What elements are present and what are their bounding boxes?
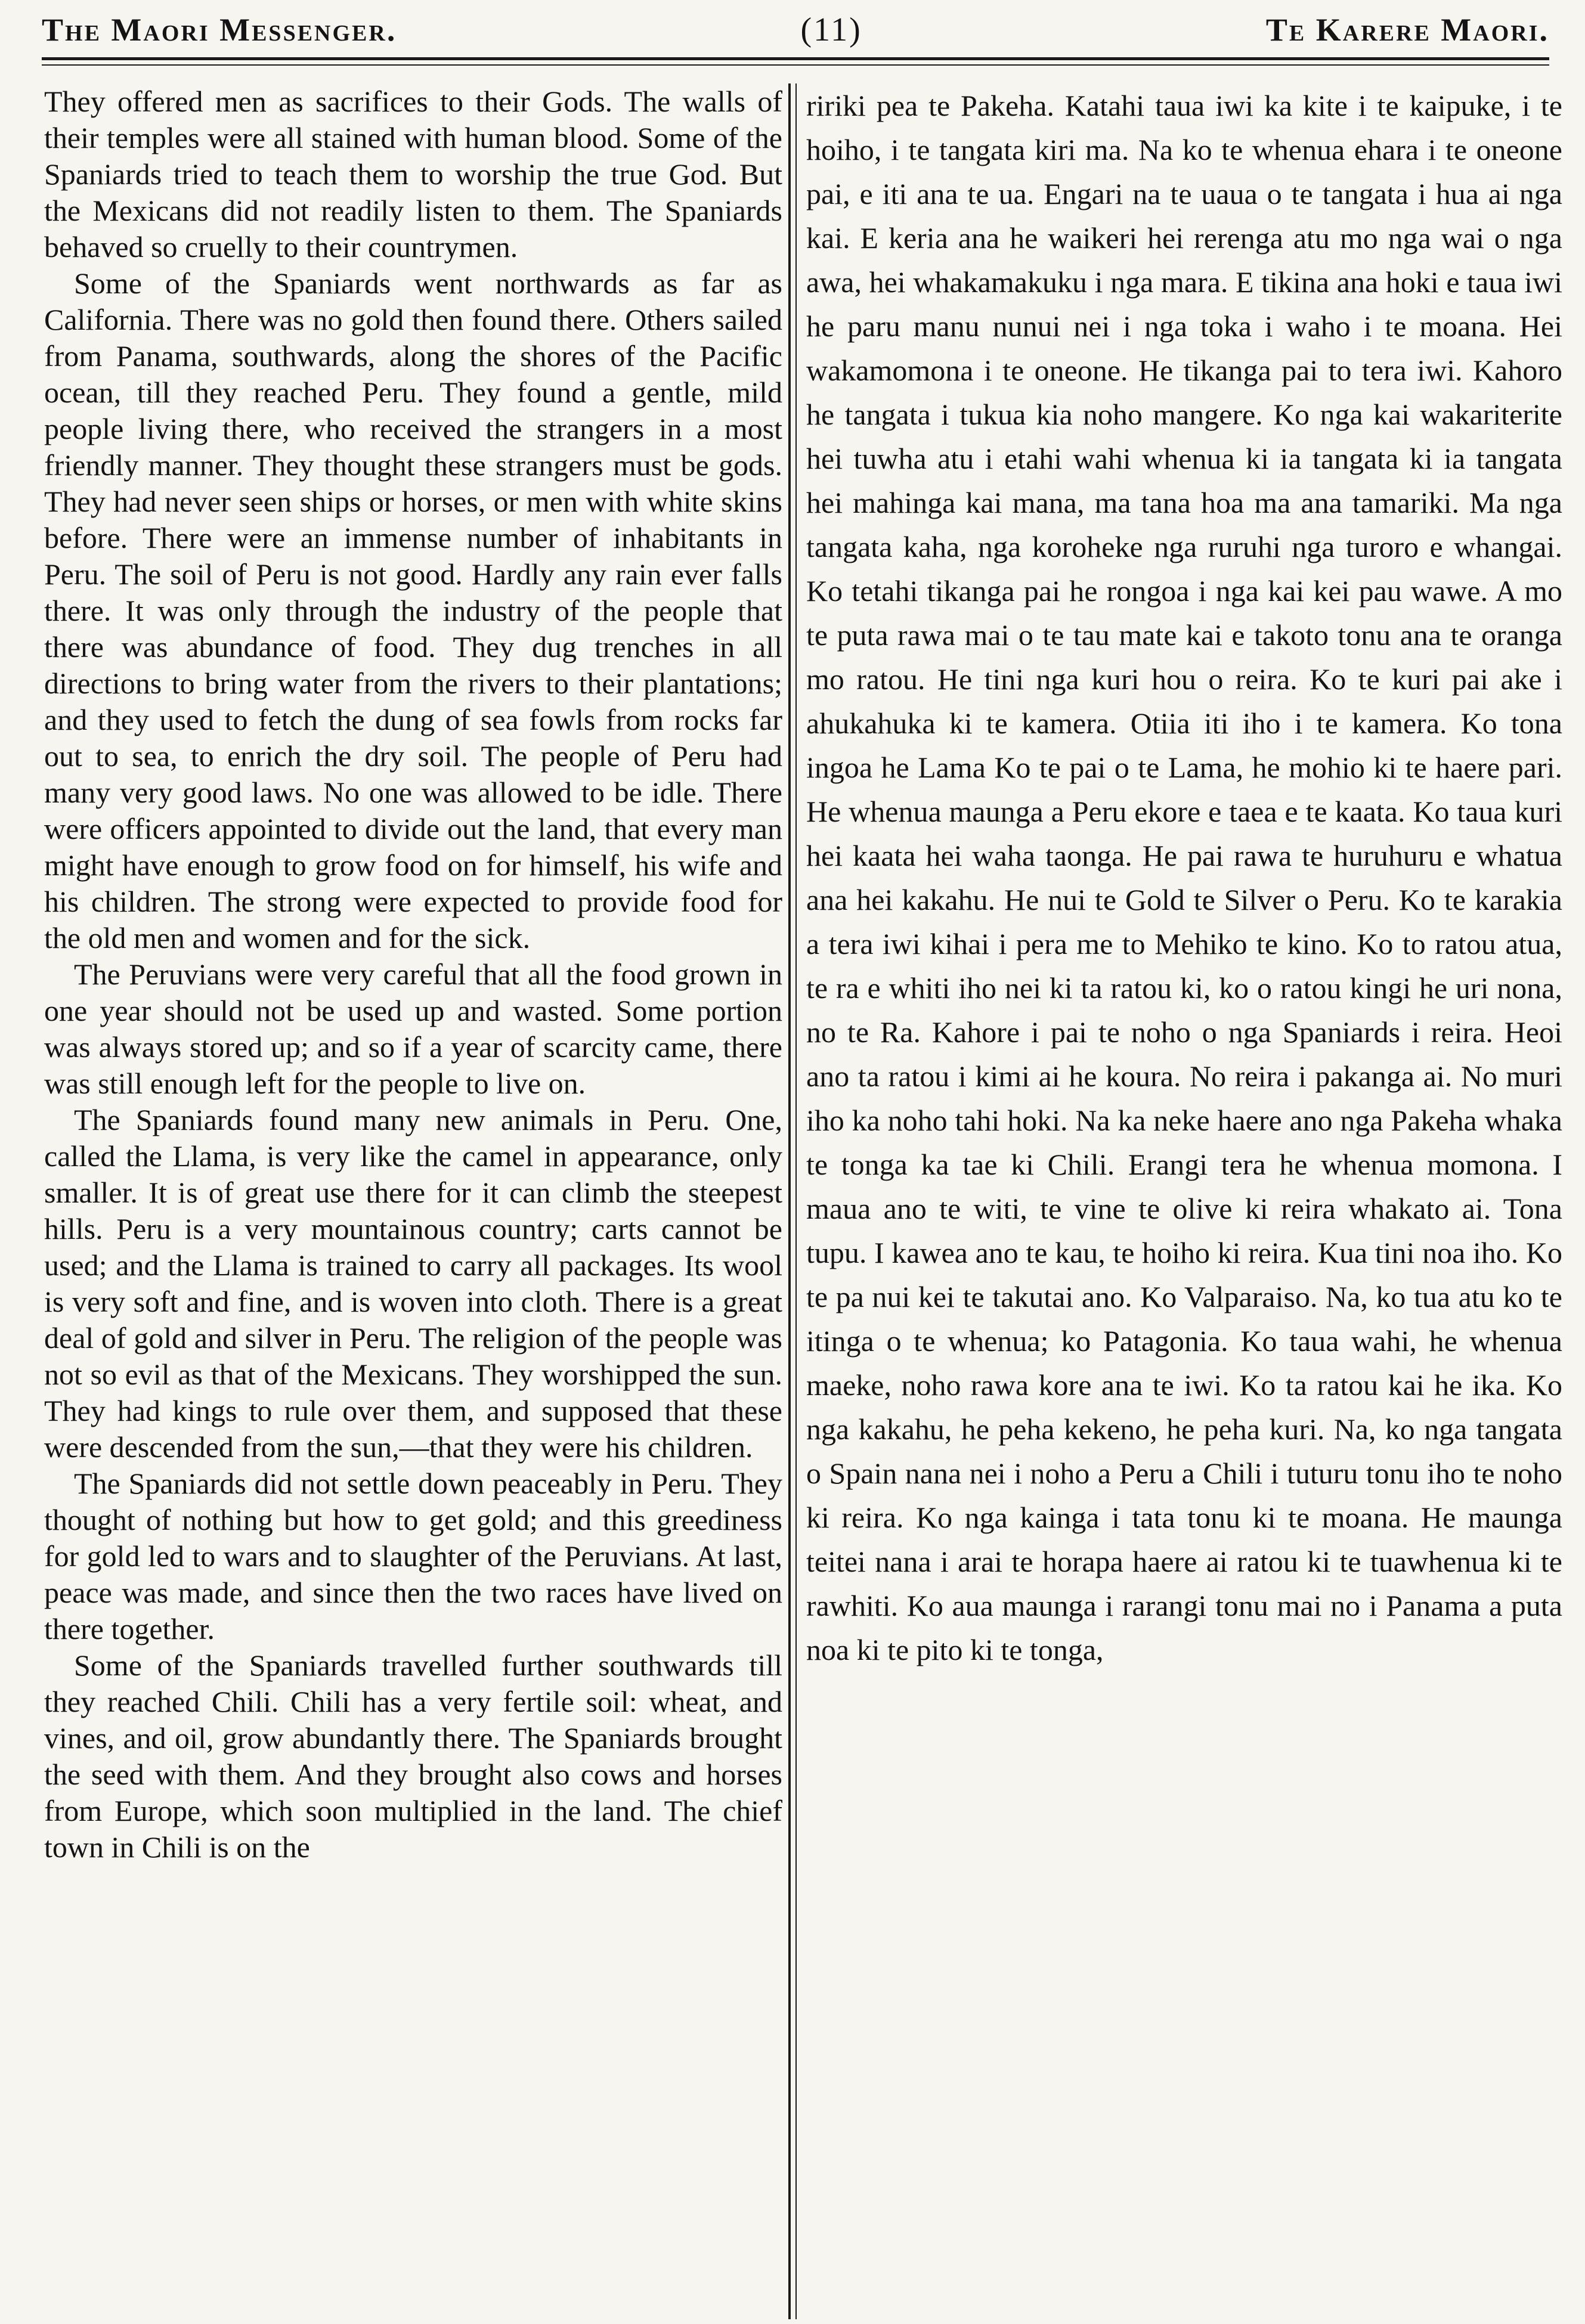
- english-paragraph: The Spaniards did not settle down peaceably in Peru. They thought of nothing but how to get gold; and this greediness for gold led to wars and to slaughter of the Peruvians. At last, peace was made, and since then the two races have lived on there together.: [44, 1467, 782, 1646]
- english-paragraph: Some of the Spaniards travelled further southwards till they reached Chili. Chili has a very fertile soil: wheat, and vines, and oil, grow abundantly there. The Spaniards brought the seed with them. And they brought also cows and horses from Europe, which soon multiplied in the land. The chief town in Chili is on the: [44, 1649, 782, 1864]
- maori-column: [806, 83, 1562, 2316]
- maori-paragraph: ririki pea te Pakeha. Katahi taua iwi ka kite i te kaipuke, i te hoiho, i te tangata kiri ma. Na ko te whenua ehara i te oneone pai, e iti ana te ua. Engari na te uaua o te tangata i hua ai nga kai. E keria ana he waikeri hei rerenga atu mo nga wai o nga awa, hei whakamakuku i nga mara. E tikina ana hoki e taua iwi he paru manu nunui nei i nga toka i waho i te moana. Hei wakamomona i te oneone. He tikanga pai to tera iwi. Kahoro he tangata i tukua kia noho mangere. Ko nga kai wakariterite hei tuwha atu i etahi wahi whenua ki ia tangata ki ia tangata hei mahinga kai mana, ma tana hoa ma ana tamariki. Ma nga tangata kaha, nga koroheke nga ruruhi nga turoro e whangai. Ko tetahi tikanga pai he rongoa i nga kai kei pau wawe. A mo te puta rawa mai o te tau mate kai e takoto tonu ana te oranga mo ratou. He tini nga kuri hou o reira. Ko te kuri pai ake i ahukahuka ki te kamera. Otiia iti iho i te kamera. Ko tona ingoa he Lama Ko te pai o te Lama, he mohio ki te haere pari. He whenua maunga a Peru ekore e taea e te kaata. Ko taua kuri hei kaata hei waha taonga. He pai rawa te huruhuru e whatua ana hei kakahu. He nui te Gold te Silver o Peru. Ko te karakia a tera iwi kihai i pera me to Mehiko te kino. Ko to ratou atua, te ra e whiti iho nei ki ta ratou ki, ko o ratou kingi he uri nona, no te Ra. Kahore i pai te noho o nga Spaniards i reira. Heoi ano ta ratou i kimi ai he koura. No reira i pakanga ai. No muri iho ka noho tahi hoki. Na ka neke haere ano nga Pakeha whaka te tonga ka tae ki Chili. Erangi tera he whenua momona. I maua ano te witi, te vine te olive ki reira whakato ai. Tona tupu. I kawea ano te kau, te hoiho ki reira. Kua tini noa iho. Ko te pa nui kei te takutai ano. Ko Valparaiso. Na, ko tua atu ko te itinga o te whenua; ko Patagonia. Ko taua wahi, he whenua maeke, noho rawa kore ana te iwi. Ko ta ratou kai he ika. Ko nga kakahu, he peha kekeno, he peha kuri. Na, ko nga tangata o Spain nana nei i noho a Peru a Chili i tuturu tonu iho te noho ki reira. Ko nga kainga i tata tonu ki te moana. He maunga teitei nana i arai te horapa haere ai ratou ki te tuawhenua ki te rawhiti. Ko aua maunga i rarangi tonu mai no i Panama a puta noa ki te pito ki te tonga,: [806, 89, 1562, 1666]
- english-paragraph: The Spaniards found many new animals in Peru. One, called the Llama, is very like the camel in appearance, only smaller. It is of great use there for it can climb the steepest hills. Peru is a very mountainous country; carts cannot be used; and the Llama is trained to carry all packages. Its wool is very soft and fine, and is woven into cloth. There is a great deal of gold and silver in Peru. The religion of the people was not so evil as that of the Mexicans. They worshipped the sun. They had kings to rule over them, and supposed that these were descended from the sun,—that they were his children.: [44, 1103, 782, 1464]
- page-number: (11): [800, 11, 862, 48]
- english-column: [44, 83, 782, 2316]
- column-divider-thick: [788, 83, 791, 2319]
- english-paragraph: They offered men as sacrifices to their Gods. The walls of their temples were all stained with human blood. Some of the Spaniards tried to teach them to worship the true God. But the Mexicans did not readily listen to them. The Spaniards behaved so cruelly to their countrymen.: [44, 85, 782, 264]
- column-divider-thin: [795, 83, 797, 2319]
- maori-masthead: Te Karere Maori.: [1265, 12, 1549, 48]
- page-header: [42, 6, 1549, 54]
- header-rule-thick: [42, 57, 1549, 60]
- english-paragraph: The Peruvians were very careful that all the food grown in one year should not be used up and wasted. Some portion was always stored up; and so if a year of scarcity came, there was still enough left for the people to live on.: [44, 958, 782, 1100]
- english-masthead: The Maori Messenger.: [42, 12, 397, 48]
- header-rule-thin: [42, 64, 1549, 66]
- english-paragraph: Some of the Spaniards went northwards as far as California. There was no gold then found there. Others sailed from Panama, southwards, along the shores of the Pacific ocean, till they reached Peru. They found a gentle, mild people living there, who received the strangers in a most friendly manner. They thought these strangers must be gods. They had never seen ships or horses, or men with white skins before. There were an immense number of inhabitants in Peru. The soil of Peru is not good. Hardly any rain ever falls there. It was only through the industry of the people that there was abundance of food. They dug trenches in all directions to bring water from the rivers to their plantations; and they used to fetch the dung of sea fowls from rocks far out to sea, to enrich the dry soil. The people of Peru had many very good laws. No one was allowed to be idle. There were officers appointed to divide out the land, that every man might have enough to grow food on for himself, his wife and his children. The strong were expected to provide food for the old men and women and for the sick.: [44, 267, 782, 955]
